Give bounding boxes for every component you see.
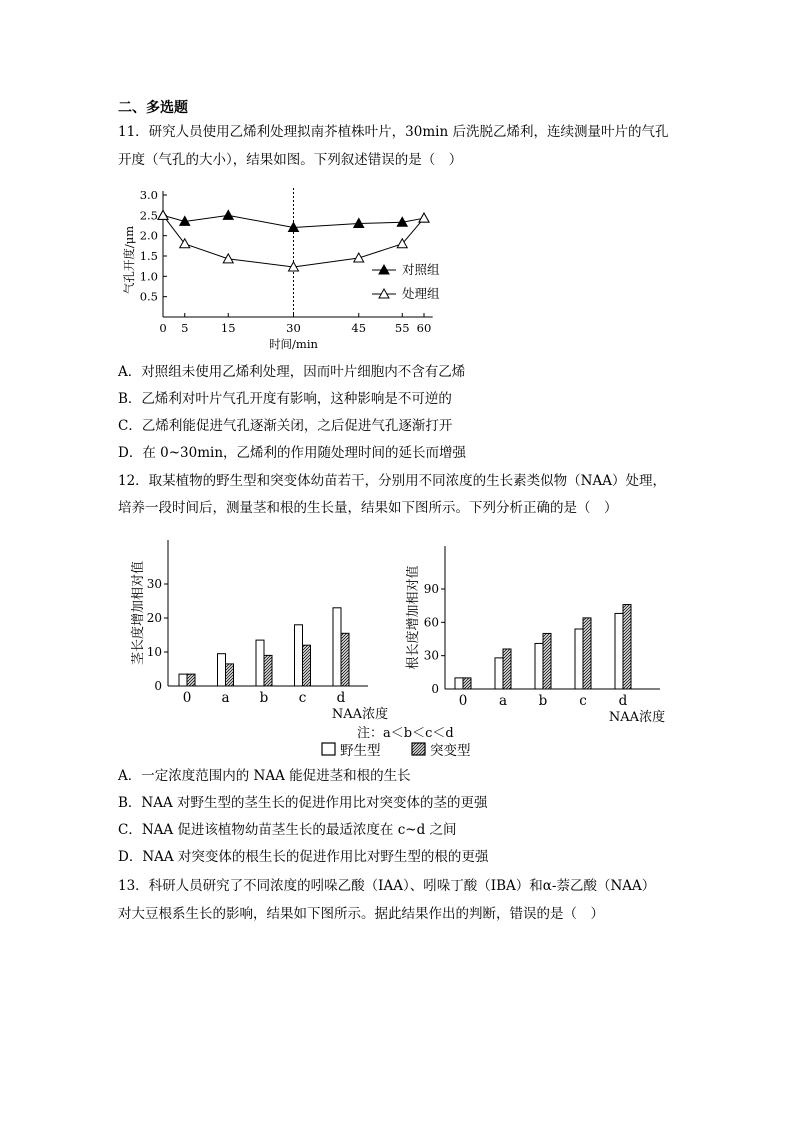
x-tick-label: 55 <box>394 321 410 335</box>
legend-label-mutant: 突变型 <box>430 743 471 759</box>
q11-option-c: C．乙烯利能促进气孔逐渐关闭，之后促进气孔逐渐打开 <box>118 418 453 434</box>
legend-swatch-mutant <box>412 743 425 755</box>
y-tick-label: 1.0 <box>139 269 158 284</box>
x-tick-label: c <box>579 693 587 709</box>
bar-mutant-c <box>583 618 591 689</box>
q12-stem-line2: 培养一段时间后，测量茎和根的生长量，结果如下图所示。下列分析正确的是（ ） <box>118 500 618 516</box>
bar-mutant-0 <box>463 678 471 689</box>
data-point-control <box>223 210 233 219</box>
bar-legend <box>318 739 518 761</box>
y-tick-label: 10 <box>146 645 162 659</box>
stomata-line-chart <box>110 182 450 354</box>
y-tick-label: 60 <box>423 615 439 630</box>
x-tick-label: b <box>538 693 548 709</box>
section-heading: 二、多选题 <box>118 100 188 116</box>
y-tick-label: 30 <box>423 648 439 663</box>
data-point-treated <box>223 254 233 263</box>
x-tick-label: d <box>336 690 346 706</box>
bar-mutant-c <box>303 645 311 686</box>
data-point-treated <box>158 210 168 219</box>
bar-wild-b <box>256 640 264 686</box>
x-tick-label: d <box>618 693 628 709</box>
q12-option-a: A．一定浓度范围内的 NAA 能促进茎和根的生长 <box>118 768 411 784</box>
y-axis-label: 根长度增加相对值 <box>406 565 421 670</box>
x-tick-label: c <box>298 690 307 706</box>
q11-stem-line2: 开度（气孔的大小），结果如图。下列叙述错误的是（ ） <box>118 152 463 168</box>
x-tick-label: 15 <box>220 321 236 335</box>
y-tick-label: 20 <box>146 611 162 625</box>
x-tick-label: 5 <box>181 321 189 335</box>
data-point-treated <box>419 213 429 222</box>
q12-stem-line1: 12．取某植物的野生型和突变体幼苗若干，分别用不同浓度的生长素类似物（NAA）处理， <box>118 473 666 489</box>
y-axis-label: 气孔开度/μm <box>122 225 136 295</box>
q12-option-d: D．NAA 对突变体的根生长的促进作用比对野生型的根的更强 <box>118 849 489 865</box>
q13-stem-line1: 13．科研人员研究了不同浓度的吲哚乙酸（IAA）、吲哚丁酸（IBA）和α-萘乙酸（NAA） <box>118 878 656 894</box>
x-tick-label: 0 <box>458 693 468 709</box>
bar-mutant-b <box>264 655 272 686</box>
q11-option-b: B．乙烯利对叶片气孔开度有影响，这种影响是不可逆的 <box>118 391 452 407</box>
bar-mutant-b <box>543 633 551 689</box>
legend-swatch-wild <box>322 743 335 755</box>
bar-wild-c <box>295 625 303 686</box>
y-tick-label: 3.0 <box>139 188 158 202</box>
bar-mutant-a <box>226 664 234 686</box>
legend-label-control: 对照组 <box>402 262 440 277</box>
data-point-treated <box>354 253 364 262</box>
q11-stem-line1: 11．研究人员使用乙烯利处理拟南芥植株叶片，30min 后洗脱乙烯利，连续测量叶片的气孔 <box>118 124 669 140</box>
bar-wild-a <box>495 658 503 689</box>
x-tick-label: a <box>498 693 508 709</box>
bar-wild-d <box>615 613 623 689</box>
y-tick-label: 1.5 <box>139 249 158 263</box>
x-tick-label: b <box>259 690 269 706</box>
y-tick-label: 90 <box>423 582 439 596</box>
bar-wild-a <box>218 654 226 686</box>
q11-option-a: A．对照组未使用乙烯利处理，因而叶片细胞内不含有乙烯 <box>118 364 466 380</box>
x-axis-label: NAA浓度 <box>331 707 389 722</box>
legend-label-wild: 野生型 <box>340 743 381 759</box>
bar-wild-b <box>535 643 543 689</box>
data-point-treated <box>180 239 190 248</box>
y-tick-label: 0.5 <box>139 289 158 304</box>
bar-wild-0 <box>455 678 463 689</box>
y-tick-label: 2.0 <box>139 228 158 243</box>
y-tick-label: 0 <box>154 679 162 693</box>
bar-wild-d <box>333 608 341 686</box>
legend-label-treated: 处理组 <box>402 286 440 301</box>
stem-growth-bar-chart <box>120 530 389 730</box>
x-tick-label: 30 <box>286 321 301 335</box>
x-tick-label: 60 <box>416 321 432 335</box>
bar-mutant-d <box>623 605 631 689</box>
x-tick-label: 0 <box>182 690 192 706</box>
y-tick-label: 2.5 <box>139 208 158 223</box>
bar-mutant-d <box>341 633 349 686</box>
q12-note: 注：a＜b＜c＜d <box>357 726 454 741</box>
x-tick-label: a <box>221 690 230 706</box>
q13-stem-line2: 对大豆根系生长的影响，结果如下图所示。据此结果作出的判断，错误的是（ ） <box>118 906 604 922</box>
q12-option-b: B．NAA 对野生型的茎生长的促进作用比对突变体的茎的更强 <box>118 795 488 811</box>
bar-wild-c <box>575 629 583 689</box>
root-growth-bar-chart <box>395 530 685 730</box>
bar-mutant-a <box>503 649 511 689</box>
q11-option-d: D．在 0~30min，乙烯利的作用随处理时间的延长而增强 <box>118 445 467 461</box>
y-tick-label: 30 <box>146 577 162 591</box>
y-tick-label: 0 <box>431 682 439 696</box>
y-axis-label: 茎长度增加相对值 <box>131 560 146 666</box>
x-tick-label: 45 <box>351 321 367 335</box>
bar-wild-0 <box>179 674 187 686</box>
bar-mutant-0 <box>187 674 195 686</box>
x-axis-label: NAA浓度 <box>608 710 666 725</box>
q12-option-c: C．NAA 促进该植物幼苗茎生长的最适浓度在 c~d 之间 <box>118 822 457 838</box>
x-axis-label: 时间/min <box>269 337 318 351</box>
x-tick-label: 0 <box>159 321 167 335</box>
